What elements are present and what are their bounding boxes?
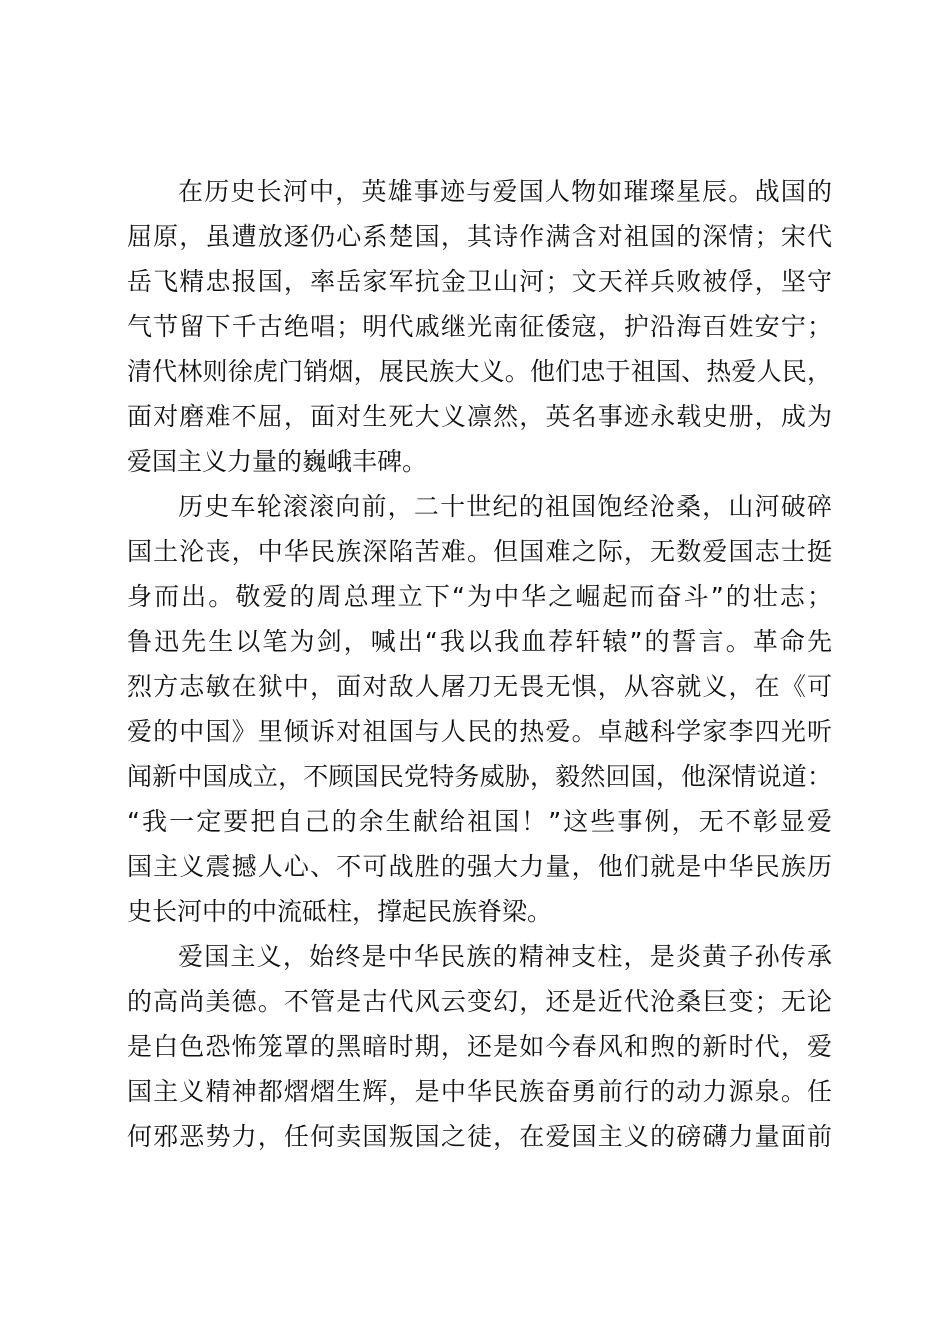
paragraph-2-line-2: 国土沦丧，中华民族深陷苦难。但国难之际，无数爱国志士挺 <box>127 537 832 566</box>
paragraph-3-line-1: 爱国主义，始终是中华民族的精神支柱，是炎黄子孙传承 <box>178 942 832 971</box>
paragraph-1-line-5: 清代林则徐虎门销烟，展民族大义。他们忠于祖国、热爱人民， <box>127 357 832 386</box>
paragraph-2-line-1: 历史车轮滚滚向前，二十世纪的祖国饱经沧桑，山河破碎 <box>178 492 832 521</box>
paragraph-2-line-10: 史长河中的中流砥柱，撑起民族脊梁。 <box>127 897 553 926</box>
paragraph-1-line-3: 岳飞精忠报国，率岳家军抗金卫山河；文天祥兵败被俘，坚守 <box>127 267 832 296</box>
paragraph-3-line-3: 是白色恐怖笼罩的黑暗时期，还是如今春风和煦的新时代，爱 <box>127 1032 832 1061</box>
paragraph-1-line-2: 屈原，虽遭放逐仍心系楚国，其诗作满含对祖国的深情；宋代 <box>127 222 832 251</box>
paragraph-2-line-9: 国主义震撼人心、不可战胜的强大力量，他们就是中华民族历 <box>127 852 832 881</box>
paragraph-2-line-4: 鲁迅先生以笔为剑，喊出“我以我血荐轩辕”的誓言。革命先 <box>127 627 832 656</box>
paragraph-2-line-7: 闻新中国成立，不顾国民党特务威胁，毅然回国，他深情说道： <box>127 762 832 791</box>
paragraph-3-line-4: 国主义精神都熠熠生辉，是中华民族奋勇前行的动力源泉。任 <box>127 1077 832 1106</box>
paragraph-3-line-2: 的高尚美德。不管是古代风云变幻，还是近代沧桑巨变；无论 <box>127 987 832 1016</box>
paragraph-1-line-6: 面对磨难不屈，面对生死大义凛然，英名事迹永载史册，成为 <box>127 402 832 431</box>
paragraph-2-line-6: 爱的中国》里倾诉对祖国与人民的热爱。卓越科学家李四光听 <box>127 717 832 746</box>
paragraph-3-line-5: 何邪恶势力，任何卖国叛国之徒，在爱国主义的磅礴力量面前 <box>127 1122 832 1151</box>
paragraph-1-line-1: 在历史长河中，英雄事迹与爱国人物如璀璨星辰。战国的 <box>178 177 832 206</box>
paragraph-1-line-4: 气节留下千古绝唱；明代戚继光南征倭寇，护沿海百姓安宁； <box>127 312 832 341</box>
paragraph-2-line-8: “我一定要把自己的余生献给祖国！”这些事例，无不彰显爱 <box>127 807 832 836</box>
paragraph-2-line-5: 烈方志敏在狱中，面对敌人屠刀无畏无惧，从容就义，在《可 <box>127 672 832 701</box>
paragraph-1-line-7: 爱国主义力量的巍峨丰碑。 <box>127 447 428 476</box>
paragraph-2-line-3: 身而出。敬爱的周总理立下“为中华之崛起而奋斗”的壮志； <box>127 582 832 611</box>
